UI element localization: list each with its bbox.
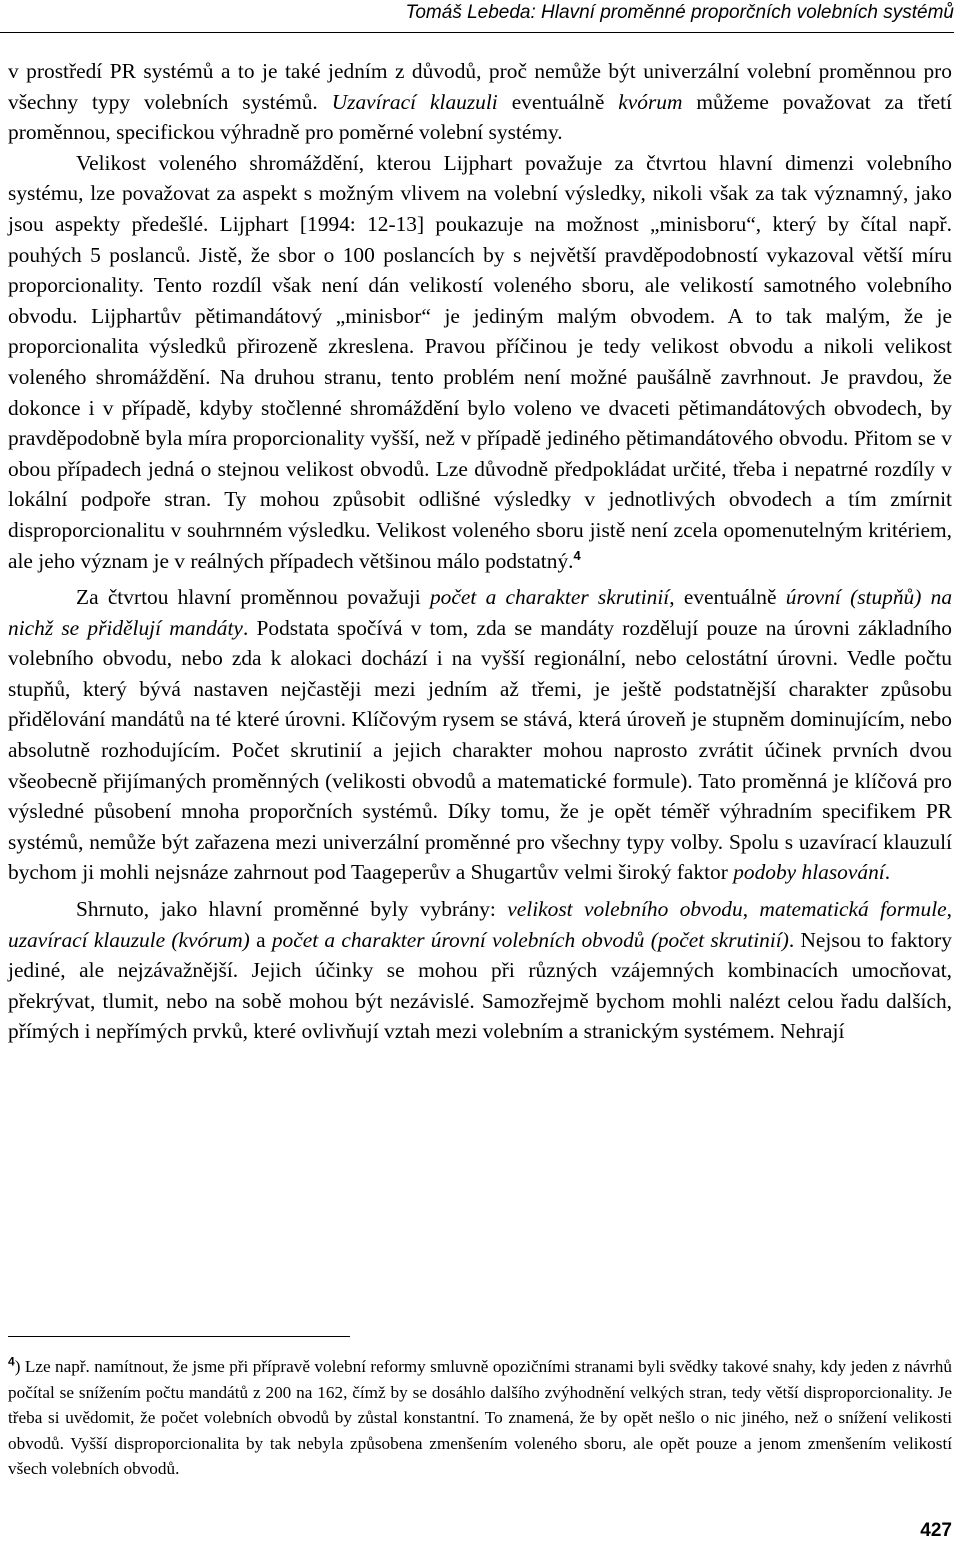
footnote-divider bbox=[8, 1336, 350, 1337]
text-run: v prostředí PR systémů a to je také jedním z důvodů, proč nemůže být univerzální volební proměnnou pro všechny typy volebních systémů. bbox=[8, 59, 952, 114]
page-number: 427 bbox=[920, 1520, 952, 1541]
text-run: můžeme považovat za třetí proměnnou, specifickou výhradně pro poměrné volební systémy. bbox=[8, 89, 952, 145]
italic-run: kvórum bbox=[618, 89, 683, 114]
paragraph bbox=[8, 894, 952, 1047]
italic-run: uzavírací klauzule (kvórum) bbox=[8, 927, 250, 952]
paragraph bbox=[8, 56, 952, 148]
italic-run: úrovní (stupňů) na nichž se přidělují mandáty bbox=[8, 585, 953, 640]
italic-run: matematická formule bbox=[759, 897, 947, 922]
paragraph bbox=[8, 148, 952, 576]
italic-run: počet a charakter skrutinií bbox=[429, 585, 670, 610]
footnote-text: ) Lze např. namítnout, že jsme při přípravě volební reformy smluvně opozičními stranami byli svědky takové snahy, kdy jeden z návrhů počítal se snížením počtu mandátů z 200 na 162, čímž by se dosáhlo dalšího zvýhodnění velkých stran, tedy větší disproporcionality. Je třeba si uvědomit, že počet volebních obvodů by zůstal konstantní. To znamená, že by opět nešlo o nic jiného, než o snížení velikosti obvodů. Vyšší disproporcionalita by tak nebyla způsobena zmenšením voleného sboru, ale opět pouze a jenom zmenšením velikostí všech volebních obvodů. bbox=[8, 1357, 952, 1479]
italic-run: počet a charakter úrovní volebních obvodů (počet skrutinií) bbox=[271, 927, 789, 952]
footnote bbox=[8, 1354, 952, 1482]
text-run: Velikost voleného shromáždění, kterou Lijphart považuje za čtvrtou hlavní dimenzi volebního systému, lze považovat za aspekt s možným vlivem na volební výsledky, nikoli však za tak významný, jako jsou aspekty předešlé. Lijphart [1994: 12-13] poukazuje na možnost „minisboru“, který by čítal např. pouhých 5 poslanců. Jistě, že sbor o 100 poslancích by s největší pravděpodobností vykazoval větší míru proporcionality. Tento rozdíl však není dán velikostí voleného sboru, ale velikostí samotného volebního obvodu. Lijphartův pětimandátový „minisbor“ je jediným malým obvodem. A to tak malým, že je proporcionalita výsledků přirozeně zkreslena. Pravou příčinou je tedy velikost obvodu a nikoli velikost voleného shromáždění. Na druhou stranu, tento problém není možné paušálně zavrhnout. Je pravdou, že dokonce i v případě, kdyby stočlenné shromáždění bylo voleno ve dvaceti pětimandátových obvodech, by pravděpodobně byla míra proporcionality vyšší, než v případě jediného pětimandátového obvodu. Přitom se v obou případech jedná o stejnou velikost obvodů. Lze důvodně předpokládat určité, třeba i nepatrné rozdíly v lokální podpoře stran. Ty mohou způsobit odlišné výsledky v jednotlivých obvodech a tím zmírnit disproporcionalitu v souhrnném výsledku. Velikost voleného sboru jistě není zcela opomenutelným kritériem, ale jeho význam je v reálných případech většinou málo podstatný. bbox=[8, 150, 952, 573]
text-run: , bbox=[946, 897, 952, 922]
text-run: eventuálně bbox=[497, 89, 619, 114]
paragraph bbox=[8, 582, 952, 888]
italic-run: podoby hlasování bbox=[733, 860, 885, 885]
text-run: . bbox=[884, 860, 891, 885]
body-text bbox=[8, 56, 952, 1047]
footnote-mark: 4 bbox=[8, 1354, 15, 1369]
text-run: Za čtvrtou hlavní proměnnou považuji bbox=[76, 585, 430, 610]
text-run: . Nejsou to faktory jediné, ale nejzávažnější. Jejich účinky se mohou při různých vzájemných kombinacích umocňovat, překrývat, tlumit, nebo na sobě mohou být nezávislé. Samozřejmě bychom mohli nalézt celou řadu dalších, přímých i nepřímých prvků, které ovlivňují vztah mezi volebním a stranickým systémem. Nehrají bbox=[8, 927, 952, 1044]
italic-run: Uzavírací klauzuli bbox=[331, 89, 498, 114]
italic-run: velikost volebního obvodu bbox=[507, 897, 743, 922]
text-run: a bbox=[249, 927, 272, 952]
text-run: Shrnuto, jako hlavní proměnné byly vybrány: bbox=[76, 897, 508, 922]
running-header: Tomáš Lebeda: Hlavní proměnné proporčních volebních systémů bbox=[0, 0, 954, 33]
text-run: . Podstata spočívá v tom, zda se mandáty rozdělují pouze na úrovni základního volebního obvodu, nebo zda k alokaci dochází i na vyšší regionální, nebo celostátní úrovni. Vedle počtu stupňů, který bývá nastaven nejčastěji mezi jedním až třemi, je ještě podstatnější charakter způsobu přidělování mandátů na té které úrovni. Klíčovým rysem se stává, která úroveň je stupněm dominujícím, nebo absolutně rozhodujícím. Počet skrutinií a jejich charakter mohou naprosto zvrátit účinek prvních dvou všeobecně přijímaných proměnných (velikosti obvodů a matematické formule). Tato proměnná je klíčová pro výsledné působení mnoha proporčních systémů. Díky tomu, že je opět téměř výhradním specifikem PR systémů, nemůže být zařazena mezi univerzální proměnné pro všechny typy volby. Spolu s uzavírací klauzulí bychom ji mohli nejsnáze zahrnout pod Taageperův a Shugartův velmi široký faktor bbox=[8, 615, 953, 885]
footnote-ref: 4 bbox=[573, 547, 581, 563]
text-run: , eventuálně bbox=[669, 585, 786, 610]
text-run: , bbox=[742, 897, 760, 922]
